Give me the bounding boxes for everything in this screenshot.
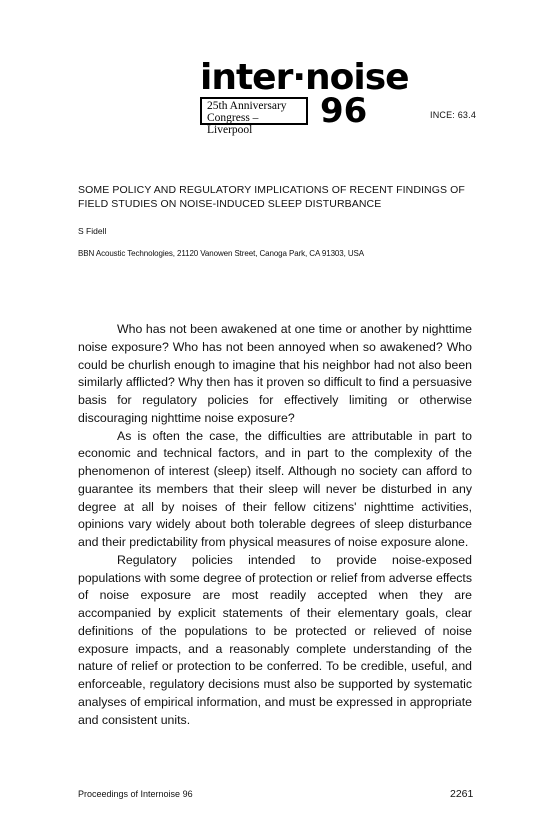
logo-wordmark: inter·noise [200,57,409,98]
body-paragraph-2: As is often the case, the difficulties are attributable in part to economic and technical factors, and in part to the complexity of the phenomenon of interest (sleep) itself. Although no society can afford to guarantee its members that their sleep will never be disturbed in any degree at all by noises of their fellow citizens' nighttime activities, opinions vary widely about both tolerable degrees of sleep disturbance and their predictability from physical measures of noise exposure alone. [78,428,472,549]
body-paragraph-1: Who has not been awakened at one time or another by nighttime noise exposure? Who has not been annoyed when so awakened? Who could be churlish enough to imagine that his neighbor had not also been similarly afflicted? Why then has it proven so difficult to find a persuasive basis for regulatory policies for effectively limiting or otherwise discouraging nighttime noise exposure? [78,322,472,425]
footer-page-number: 2261 [450,788,474,800]
body-paragraph-3: Regulatory policies intended to provide noise-exposed populations with some degree of protection or relief from adverse effects of noise exposure are most readily accepted when they are accompanied by explicit statements of their elementary goals, clear definitions of the populations to be protected or relieved of noise exposure impacts, and a reasonably complete understanding of the nature of relief or protection to be conferred. To be credible, useful, and enforceable, regulatory decisions must also be supported by systematic analyses of empirical information, and must be expressed in appropriate and consistent units. [78,552,472,727]
footer-proceedings: Proceedings of Internoise 96 [78,789,193,799]
logo-anniversary-box [200,97,308,136]
paper-body [78,321,472,729]
logo-box-line-2: Congress – Liverpool [207,112,259,136]
logo-box-line-1: 25th Anniversary [207,100,287,112]
logo-year: 96 [320,91,368,131]
paper-affiliation: BBN Acoustic Technologies, 21120 Vanowen Street, Canoga Park, CA 91303, USA [78,249,365,258]
paper-author: S Fidell [78,226,107,236]
ince-code: INCE: 63.4 [430,110,477,120]
paper-title: SOME POLICY AND REGULATORY IMPLICATIONS OF RECENT FINDINGS OF FIELD STUDIES ON NOISE-INDUCED SLEEP DISTURBANCE [78,184,465,210]
